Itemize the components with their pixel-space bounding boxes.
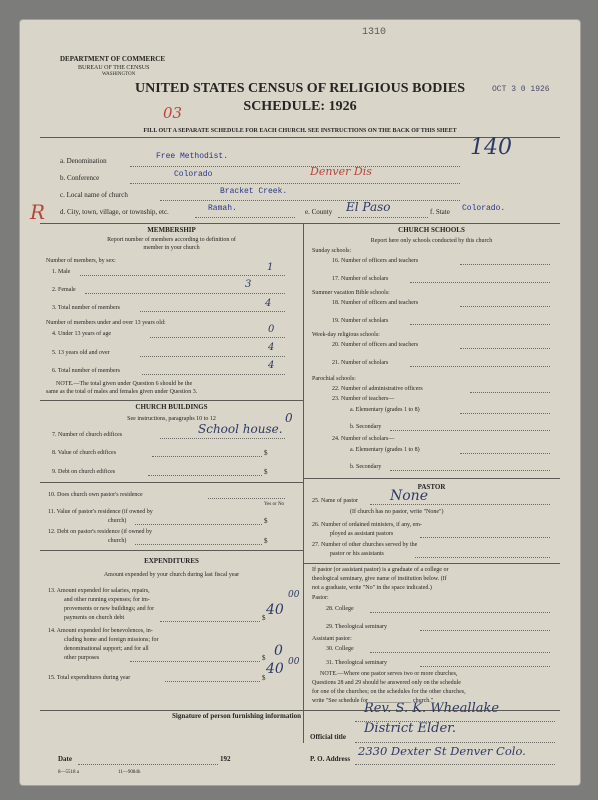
- q2-value: 3: [245, 279, 252, 290]
- po-address-label: P. O. Address: [310, 755, 351, 763]
- city-label: WASHINGTON: [102, 72, 136, 77]
- q7-note: School house.: [198, 422, 283, 436]
- red-r-mark: R: [30, 200, 46, 224]
- instruction-line: FILL OUT A SEPARATE SCHEDULE FOR EACH CHURCH. SEE INSTRUCTIONS ON THE BACK OF THIS SHEET: [143, 128, 457, 134]
- q7-label: 7. Number of church edifices: [52, 432, 123, 438]
- expenditures-sub: Amount expended by your church during last fiscal year: [103, 572, 240, 578]
- membership-sub1: Report number of members according to definition of: [107, 237, 236, 243]
- expenditures-heading: EXPENDITURES: [144, 557, 199, 565]
- pastor-heading: PASTOR: [417, 483, 446, 491]
- q9-dollar: $: [264, 468, 268, 476]
- graduate-line2: theological seminary, give name of institution below. (If: [312, 576, 447, 582]
- q24-label: 24. Number of scholars—: [332, 436, 395, 442]
- q6-label: 6. Total number of members: [52, 368, 120, 374]
- handwritten-code: 140: [470, 135, 512, 160]
- q13-dollar: $: [262, 614, 266, 622]
- q13-label-3: provements or new buildings; and for: [64, 606, 155, 612]
- q3-value: 4: [265, 298, 272, 309]
- census-schedule-sheet: [20, 20, 580, 785]
- conference-value: Colorado: [174, 170, 213, 179]
- form-number-2: 11—9084b: [118, 770, 141, 775]
- q25-note: (If church has no pastor, write "None"): [350, 509, 444, 515]
- q12-label-cont: church): [108, 538, 127, 544]
- q8-dollar: $: [264, 449, 268, 457]
- q24a-label: a. Elementary (grades 1 to 8): [350, 447, 420, 453]
- q13-label-2: and other running expenses; for im-: [64, 597, 150, 603]
- q17-label: 17. Number of scholars: [332, 276, 389, 282]
- year-label: 192: [220, 755, 231, 763]
- q23b-label: b. Secondary: [350, 424, 382, 430]
- q16-label: 16. Number of officers and teachers: [332, 258, 419, 264]
- q19-label: 19. Number of scholars: [332, 318, 389, 324]
- q22-label: 22. Number of administrative officers: [332, 386, 423, 392]
- q14-label-3: denominational support; and for all: [64, 646, 149, 652]
- stamp-number: 1310: [362, 27, 387, 38]
- signature-label: Signature of person furnishing information: [172, 712, 301, 720]
- q15-label: 15. Total expenditures during year: [48, 675, 131, 681]
- q13-label: 13. Amount expended for salaries, repairs,: [48, 588, 150, 594]
- q30-label: 30. College: [326, 646, 354, 652]
- q10-label: 10. Does church own pastor's residence: [48, 492, 143, 498]
- q11-dollar: $: [264, 517, 268, 525]
- state-label: f. State: [430, 208, 450, 216]
- official-title-value: District Elder.: [364, 721, 457, 736]
- q25-label: 25. Name of pastor: [312, 498, 358, 504]
- bureau-label: BUREAU OF THE CENSUS: [78, 65, 150, 71]
- q24b-label: b. Secondary: [350, 464, 382, 470]
- q28-label: 28. College: [326, 606, 354, 612]
- church-name-value: Bracket Creek.: [220, 187, 288, 196]
- by-sex-label: Number of members, by sex:: [46, 258, 116, 264]
- membership-sub2: member in your church: [143, 245, 200, 251]
- q31-label: 31. Theological seminary: [326, 660, 388, 666]
- q23a-label: a. Elementary (grades 1 to 8): [350, 407, 420, 413]
- q12-dollar: $: [264, 537, 268, 545]
- q9-label: 9. Debt on church edifices: [52, 469, 116, 475]
- pastor-note-line1: NOTE.—Where one pastor serves two or more churches,: [320, 671, 458, 677]
- yes-no-hint: Yes or No: [264, 502, 285, 507]
- membership-note-line2: same as the total of males and females given under Question 3.: [46, 389, 198, 395]
- denomination-label: a. Denomination: [60, 157, 107, 165]
- q1-value: 1: [267, 262, 274, 273]
- county-value: El Paso: [346, 200, 391, 214]
- weekday-schools-label: Week-day religious schools:: [312, 332, 380, 338]
- q21-label: 21. Number of scholars: [332, 360, 389, 366]
- pastor-note-line3: for one of the churches; on the schedules for the other churches,: [312, 689, 466, 695]
- county-label: e. County: [305, 208, 333, 216]
- city-value: Ramah.: [208, 204, 237, 213]
- q4-value: 0: [268, 324, 275, 335]
- graduate-line1: If pastor (or assistant pastor) is a graduate of a college or: [312, 567, 449, 573]
- department-label: DEPARTMENT OF COMMERCE: [60, 55, 166, 63]
- q7-value: 0: [285, 411, 293, 425]
- q15-value: 40: [266, 661, 284, 677]
- form-number-1: 8—5518 a: [58, 770, 79, 775]
- received-date-stamp: OCT 3 0 1926: [492, 85, 550, 94]
- membership-heading: MEMBERSHIP: [147, 226, 196, 234]
- q5-value: 4: [268, 342, 275, 353]
- pastor-note-line2: Questions 28 and 29 should be answered only on the schedule: [312, 680, 461, 686]
- q12-label: 12. Debt on pastor's residence (if owned by: [48, 529, 153, 535]
- church-name-label: c. Local name of church: [60, 191, 128, 199]
- q8-label: 8. Value of church edifices: [52, 450, 117, 456]
- q14-label: 14. Amount expended for benevolences, in-: [48, 628, 153, 634]
- q13-label-4: payments on church debt: [64, 615, 125, 621]
- q15-dollar: $: [262, 674, 266, 682]
- q14-dollar: $: [262, 654, 266, 662]
- pastor-sub-label: Pastor:: [312, 595, 329, 601]
- q11-label-cont: church): [108, 518, 127, 524]
- q2-label: 2. Female: [52, 287, 76, 293]
- schools-heading: CHURCH SCHOOLS: [398, 226, 465, 234]
- signature-value: Rev. S. K. Wheallake: [364, 701, 500, 716]
- buildings-heading: CHURCH BUILDINGS: [135, 403, 208, 411]
- state-value: Colorado.: [462, 204, 506, 213]
- q14-value: 0: [274, 643, 283, 659]
- q13-value: 40: [266, 602, 284, 618]
- form-subtitle: SCHEDULE: 1926: [243, 99, 357, 114]
- q23-label: 23. Number of teachers—: [332, 396, 395, 402]
- q26-label: 26. Number of ordained ministers, if any, em-: [312, 522, 422, 528]
- q5-label: 5. 13 years old and over: [52, 350, 110, 356]
- q3-label: 3. Total number of members: [52, 305, 120, 311]
- parochial-schools-label: Parochial schools:: [312, 376, 356, 382]
- buildings-sub: See instructions, paragraphs 10 to 12: [127, 416, 216, 422]
- q4-label: 4. Under 13 years of age: [52, 331, 111, 337]
- q25-value: None: [390, 488, 428, 504]
- date-label: Date: [58, 755, 72, 763]
- denomination-value: Free Methodist.: [156, 152, 229, 161]
- city-label-row: d. City, town, village, or township, etc.: [60, 208, 169, 216]
- q26-label-cont: ployed as assistant pastors: [330, 531, 394, 537]
- official-title-label: Official title: [310, 733, 346, 741]
- q15-cents: 00: [288, 657, 300, 667]
- pastor-note-line4: write "See schedule for ______________ church.": [312, 698, 434, 704]
- graduate-line3: not a graduate, write "No" in the space indicated.): [312, 585, 432, 591]
- q11-label: 11. Value of pastor's residence (if owned by: [48, 509, 153, 515]
- q20-label: 20. Number of officers and teachers: [332, 342, 419, 348]
- q1-label: 1. Male: [52, 269, 71, 275]
- q29-label: 29. Theological seminary: [326, 624, 388, 630]
- q18-label: 18. Number of officers and teachers: [332, 300, 419, 306]
- schools-sub: Report here only schools conducted by this church: [370, 238, 493, 244]
- conference-red-note: Denver Dis: [310, 165, 372, 178]
- po-address-value: 2330 Dexter St Denver Colo.: [358, 744, 526, 758]
- summer-schools-label: Summer vacation Bible schools:: [312, 290, 390, 296]
- under-over-label: Number of members under and over 13 years old:: [46, 320, 166, 326]
- assistant-pastor-label: Assistant pastor:: [312, 636, 352, 642]
- sunday-schools-label: Sunday schools:: [312, 248, 352, 254]
- conference-label: b. Conference: [60, 174, 100, 182]
- q6-value: 4: [268, 360, 275, 371]
- red-code-mark: 03: [163, 104, 183, 122]
- q13-cents: 00: [288, 590, 300, 600]
- form-title: UNITED STATES CENSUS OF RELIGIOUS BODIES: [134, 81, 465, 96]
- q27-label-cont: pastor or his assistants: [330, 551, 384, 557]
- q14-label-2: cluding home and foreign missions; for: [64, 637, 159, 643]
- membership-note-line1: NOTE.—The total given under Question 6 should be the: [56, 381, 193, 387]
- q14-label-4: other purposes: [64, 655, 100, 661]
- q27-label: 27. Number of other churches served by the: [312, 542, 418, 548]
